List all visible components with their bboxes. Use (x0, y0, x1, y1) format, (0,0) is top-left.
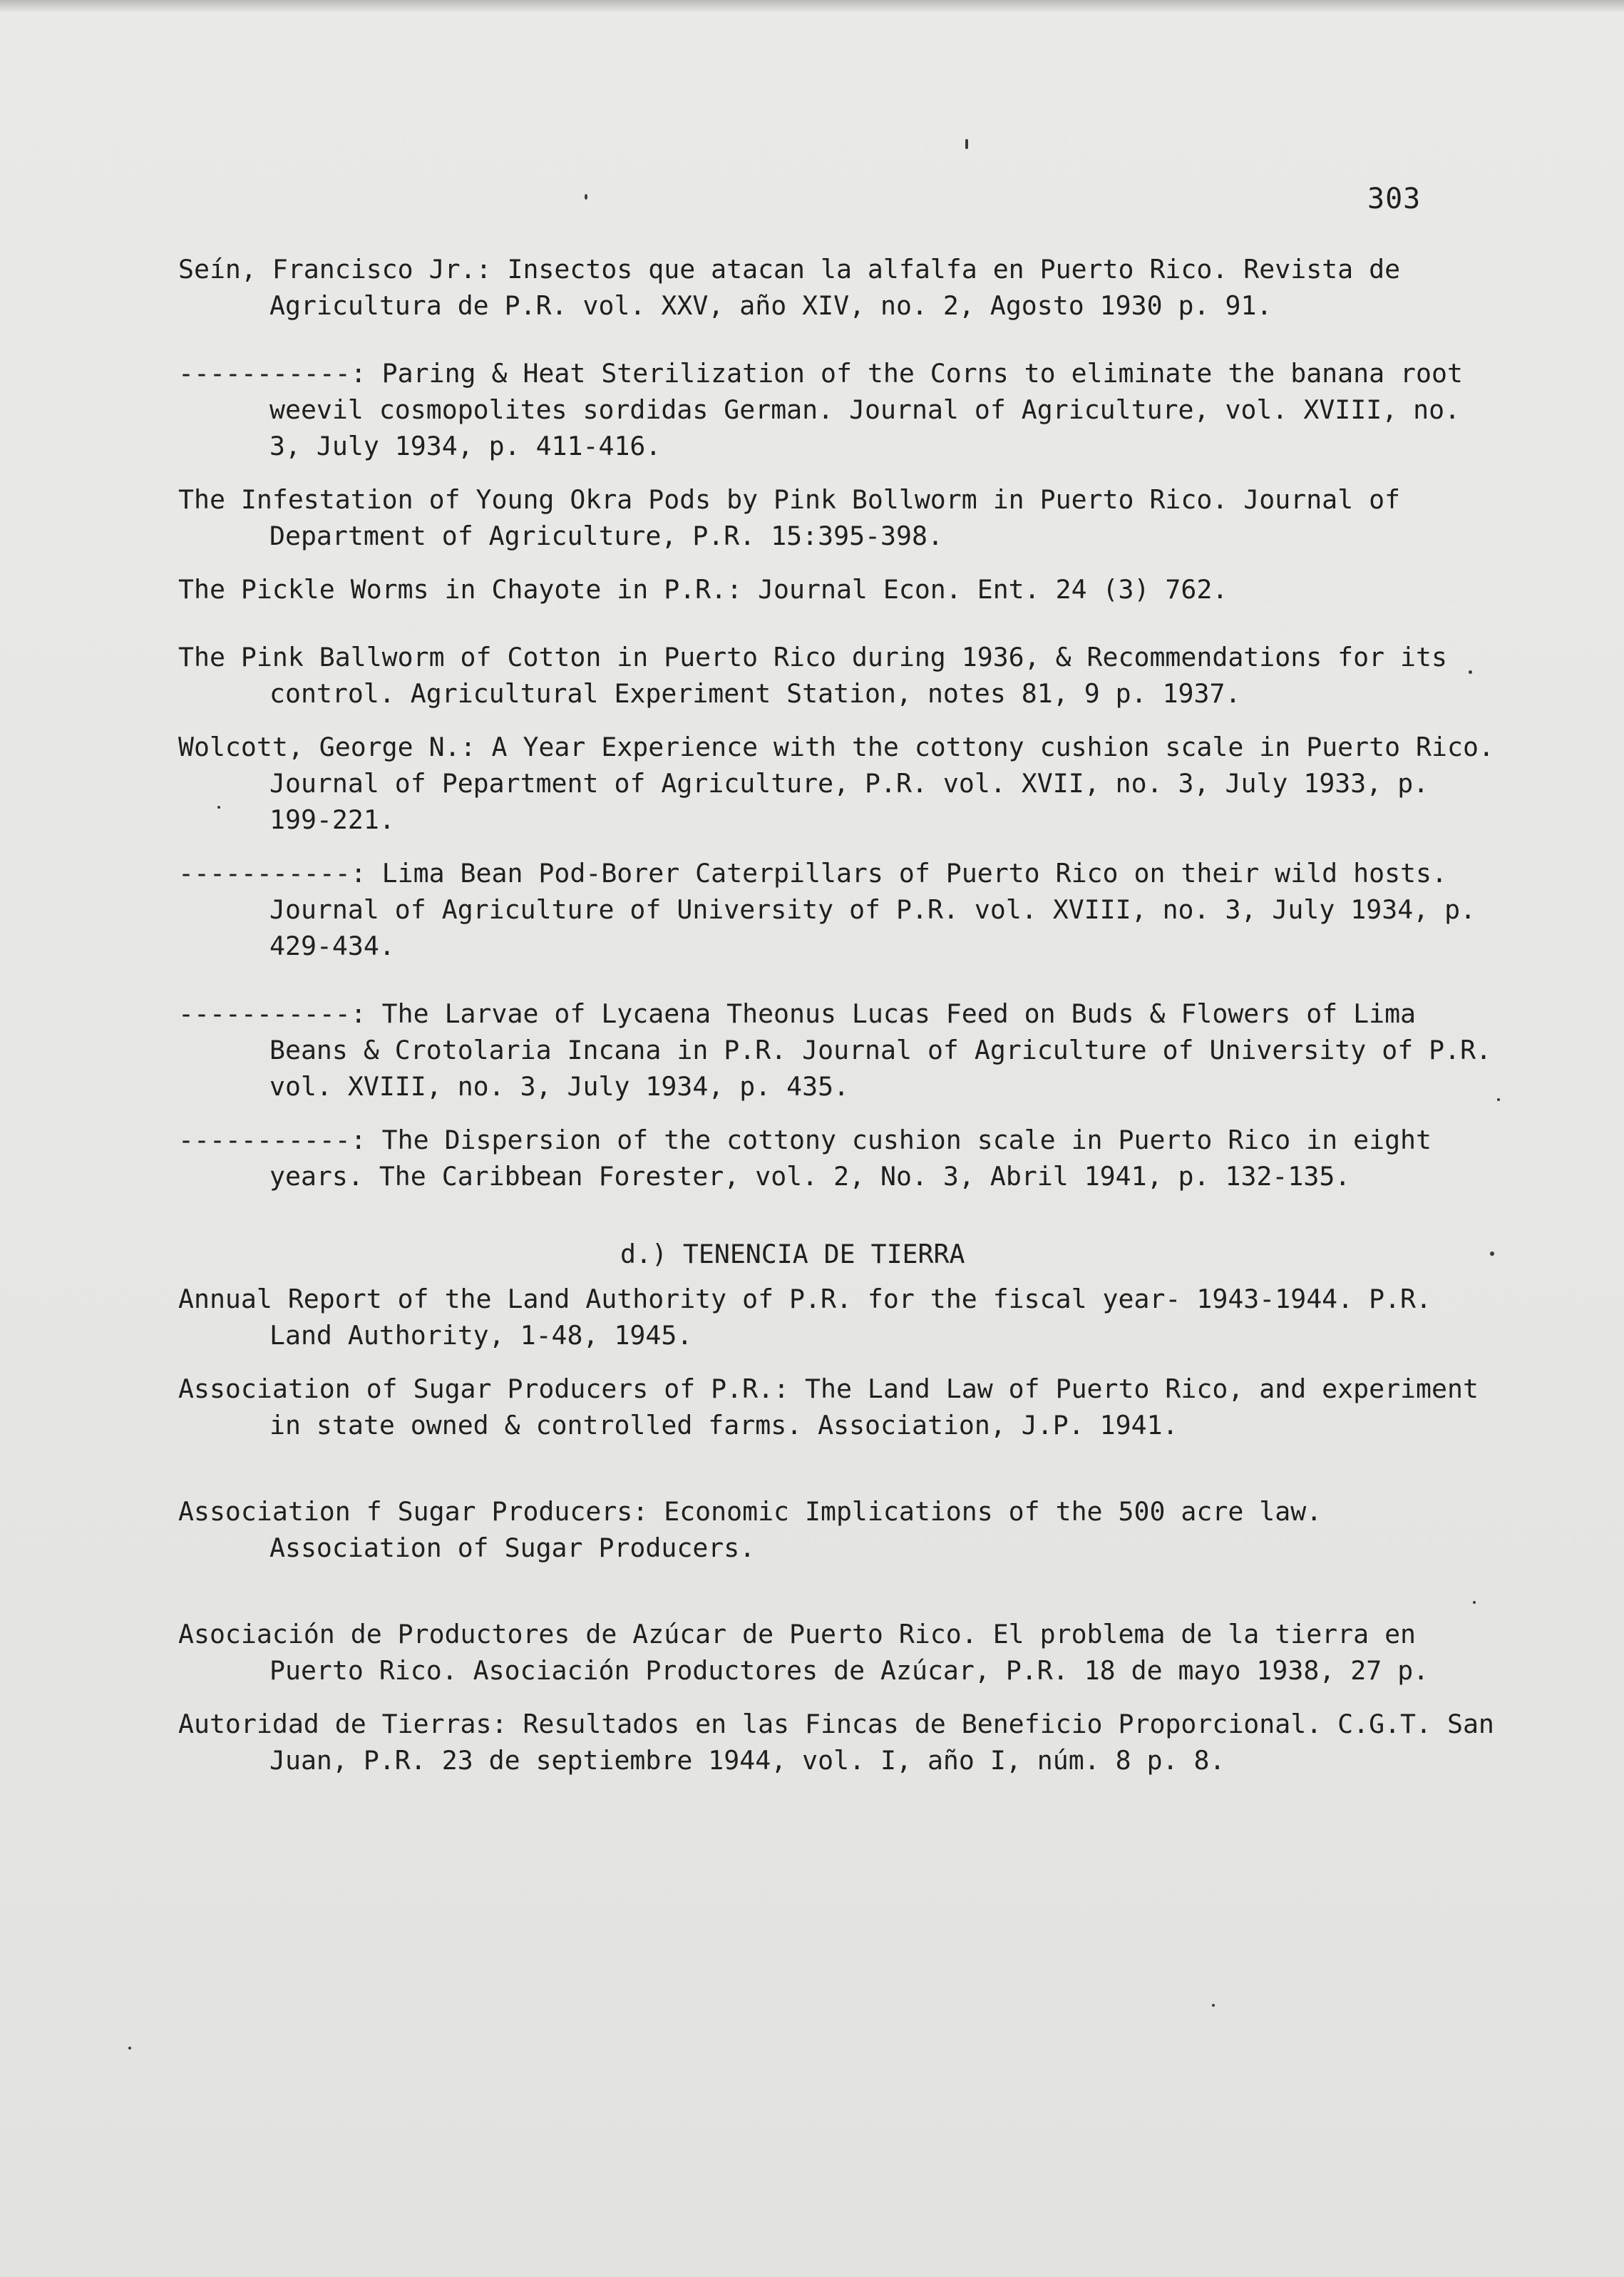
bibliography-entry: Autoridad de Tierras: Resultados en las Fincas de Beneficio Proporcional. C.G.T. San Juan, P.R. 23 de septiembre 1944, vol. I, año I, núm. 8 p. 8. (178, 1709, 1494, 1776)
scan-speck (585, 194, 587, 200)
bibliography-entry: Annual Report of the Land Authority of P.R. for the fiscal year- 1943-1944. P.R. Land Authority, 1-48, 1945. (178, 1284, 1432, 1351)
scan-speck (1497, 1098, 1500, 1101)
bibliography-entry: -----------: The Dispersion of the cottony cushion scale in Puerto Rico in eight years. The Caribbean Forester, vol. 2, No. 3, Abril 1941, p. 132-135. (178, 1125, 1432, 1192)
page-number: 303 (1367, 183, 1422, 215)
scan-speck (1469, 670, 1472, 674)
scan-speck (1212, 2004, 1215, 2007)
scan-speck (1473, 1601, 1476, 1604)
bibliography-entry: The Pickle Worms in Chayote in P.R.: Journal Econ. Ent. 24 (3) 762. (178, 574, 1228, 605)
scan-top-edge (0, 0, 1624, 13)
bibliography-entry: Wolcott, George N.: A Year Experience with the cottony cushion scale in Puerto Rico. Journal of Pepartment of Agriculture, P.R. vol. XVII, no. 3, July 1933, p. 199-221. (178, 732, 1494, 835)
bibliography-entry: Seín, Francisco Jr.: Insectos que atacan la alfalfa en Puerto Rico. Revista de Agricultura de P.R. vol. XXV, año XIV, no. 2, Agosto 1930 p. 91. (178, 254, 1401, 321)
scan-speck (217, 806, 220, 809)
bibliography-entry: Association f Sugar Producers: Economic Implications of the 500 acre law. Association of Sugar Producers. (178, 1496, 1322, 1563)
bibliography-entry: Association of Sugar Producers of P.R.: The Land Law of Puerto Rico, and experiment in state owned & controlled farms. Association, J.P. 1941. (178, 1373, 1479, 1441)
bibliography-entry: Asociación de Productores de Azúcar de Puerto Rico. El problema de la tierra en Puerto Rico. Asociación Productores de Azúcar, P.R. 18 de mayo 1938, 27 p. (178, 1619, 1429, 1686)
bibliography-entry: -----------: Paring & Heat Sterilization of the Corns to eliminate the banana root weevil cosmopolites sordidas German. Journal of Agriculture, vol. XVIII, no. 3, July 1934, p. 411-416. (178, 358, 1463, 461)
section-heading: d.) TENENCIA DE TIERRA (620, 1239, 965, 1269)
bibliography-list (178, 251, 1497, 1779)
scan-speck (965, 139, 968, 149)
scan-speck (1490, 1252, 1494, 1256)
bibliography-entry: -----------: The Larvae of Lycaena Theonus Lucas Feed on Buds & Flowers of Lima Beans & Crotolaria Incana in P.R. Journal of Agriculture of University of P.R. vol. XVIII, no. 3, July 1934, p. 435. (178, 998, 1492, 1102)
scan-speck (128, 2047, 131, 2050)
bibliography-entry: The Infestation of Young Okra Pods by Pink Bollworm in Puerto Rico. Journal of Department of Agriculture, P.R. 15:395-398. (178, 484, 1401, 551)
bibliography-entry: -----------: Lima Bean Pod-Borer Caterpillars of Puerto Rico on their wild hosts. Journal of Agriculture of University of P.R. vol. XVIII, no. 3, July 1934, p. 429-434. (178, 858, 1476, 961)
bibliography-entry: The Pink Ballworm of Cotton in Puerto Rico during 1936, & Recommendations for its control. Agricultural Experiment Station, notes 81, 9 p. 1937. (178, 642, 1447, 709)
